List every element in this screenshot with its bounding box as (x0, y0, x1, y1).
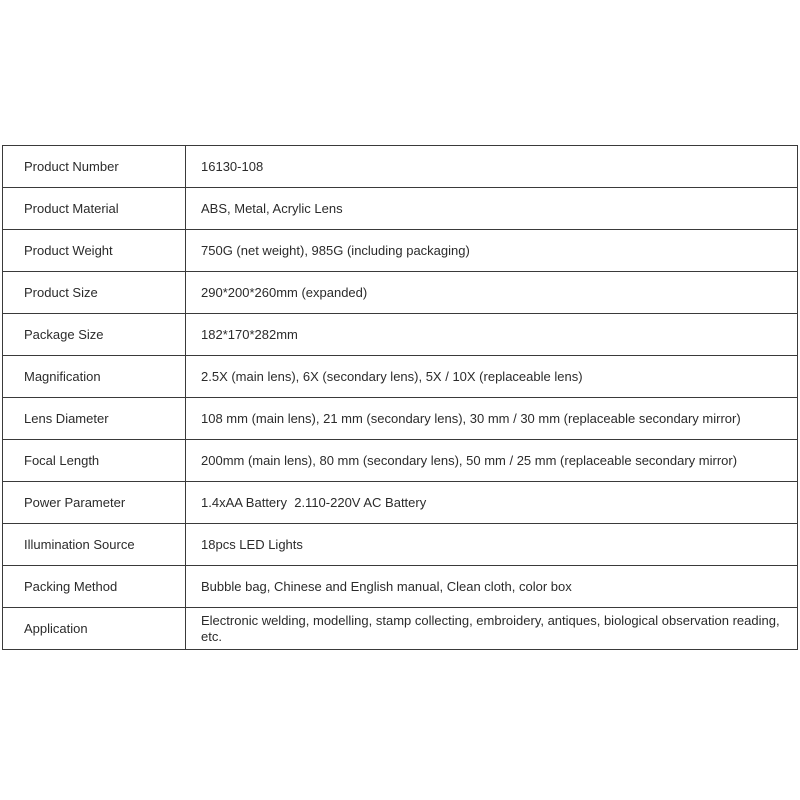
table-row (3, 566, 798, 608)
spec-label-product-weight: Product Weight (3, 230, 186, 272)
spec-value-product-material: ABS, Metal, Acrylic Lens (186, 188, 798, 230)
spec-label-focal-length: Focal Length (3, 440, 186, 482)
spec-value-power-parameter: 1.4xAA Battery 2.110-220V AC Battery (186, 482, 798, 524)
spec-value-package-size: 182*170*282mm (186, 314, 798, 356)
spec-value-lens-diameter: 108 mm (main lens), 21 mm (secondary lens), 30 mm / 30 mm (replaceable secondary mirror) (186, 398, 798, 440)
spec-label-packing-method: Packing Method (3, 566, 186, 608)
table-row (3, 608, 798, 650)
spec-value-illumination-source: 18pcs LED Lights (186, 524, 798, 566)
spec-label-illumination-source: Illumination Source (3, 524, 186, 566)
spec-value-application: Electronic welding, modelling, stamp collecting, embroidery, antiques, biological observation reading, etc. (186, 608, 798, 650)
table-row (3, 188, 798, 230)
spec-value-product-weight: 750G (net weight), 985G (including packaging) (186, 230, 798, 272)
spec-value-magnification: 2.5X (main lens), 6X (secondary lens), 5X / 10X (replaceable lens) (186, 356, 798, 398)
table-row (3, 356, 798, 398)
spec-value-focal-length: 200mm (main lens), 80 mm (secondary lens), 50 mm / 25 mm (replaceable secondary mirror) (186, 440, 798, 482)
spec-label-magnification: Magnification (3, 356, 186, 398)
spec-label-product-number: Product Number (3, 146, 186, 188)
spec-label-application: Application (3, 608, 186, 650)
spec-label-product-material: Product Material (3, 188, 186, 230)
table-row (3, 440, 798, 482)
table-row (3, 314, 798, 356)
spec-value-product-size: 290*200*260mm (expanded) (186, 272, 798, 314)
spec-value-product-number: 16130-108 (186, 146, 798, 188)
table-row (3, 524, 798, 566)
spec-label-lens-diameter: Lens Diameter (3, 398, 186, 440)
table-row (3, 272, 798, 314)
spec-label-package-size: Package Size (3, 314, 186, 356)
table-row (3, 482, 798, 524)
table-row (3, 230, 798, 272)
product-spec-table (2, 145, 798, 650)
spec-value-packing-method: Bubble bag, Chinese and English manual, Clean cloth, color box (186, 566, 798, 608)
table-row (3, 146, 798, 188)
spec-label-product-size: Product Size (3, 272, 186, 314)
table-row (3, 398, 798, 440)
spec-label-power-parameter: Power Parameter (3, 482, 186, 524)
